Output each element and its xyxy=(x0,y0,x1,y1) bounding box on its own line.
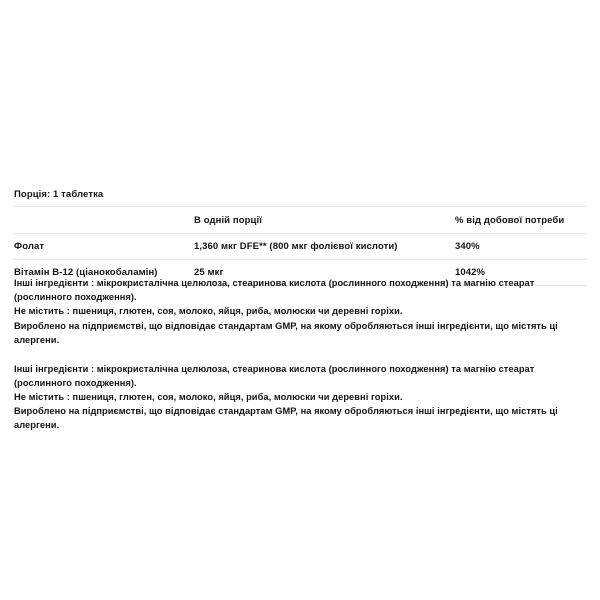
table-header-row xyxy=(14,207,586,234)
free-from-text: Не містить : пшениця, глютен, соя, молоко, яйця, риба, молюски чи деревні горіхи. xyxy=(14,391,403,402)
manufacturing-facility-text: Вироблено на підприємстві, що відповідає стандартам GMP, на якому обробляються інші інгредієнти, що містять ці алергени. xyxy=(14,406,558,431)
serving-size-label: Порція: 1 таблетка xyxy=(14,182,586,207)
nutrient-daily-value: 1042% xyxy=(455,260,586,286)
nutrient-daily-value: 340% xyxy=(455,234,586,260)
nutrient-name: Вітамін B-12 (ціанокобаламін) xyxy=(14,260,194,286)
nutrient-name: Фолат xyxy=(14,234,194,260)
other-ingredients-text: Інші інгредієнти : мікрокристалічна целюлоза, стеаринова кислота (рослинного походження) та магнію стеарат (рослинного походження). xyxy=(14,363,535,388)
supplement-facts-table xyxy=(14,182,586,286)
nutrient-amount: 1,360 мкг DFE** (800 мкг фолієвої кислоти) xyxy=(194,234,455,260)
column-header-amount-per-serving: В одній порції xyxy=(194,207,455,234)
manufacturing-facility-text: Вироблено на підприємстві, що відповідає стандартам GMP, на якому обробляються інші інгредієнти, що містять ці алергени. xyxy=(14,320,558,345)
column-header-daily-value: % від добової потреби xyxy=(455,207,586,234)
column-header-name xyxy=(14,207,194,234)
other-ingredients-text: Інші інгредієнти : мікрокристалічна целюлоза, стеаринова кислота (рослинного походження) та магнію стеарат (рослинного походження). xyxy=(14,278,535,303)
nutrient-amount: 25 мкг xyxy=(194,260,455,286)
note-block xyxy=(14,276,584,347)
table-row xyxy=(14,234,586,260)
serving-size-row xyxy=(14,182,586,207)
supplement-facts-table-wrapper xyxy=(14,182,586,286)
note-block xyxy=(14,362,584,433)
notes-section xyxy=(14,276,584,447)
free-from-text: Не містить : пшениця, глютен, соя, молоко, яйця, риба, молюски чи деревні горіхи. xyxy=(14,306,403,317)
